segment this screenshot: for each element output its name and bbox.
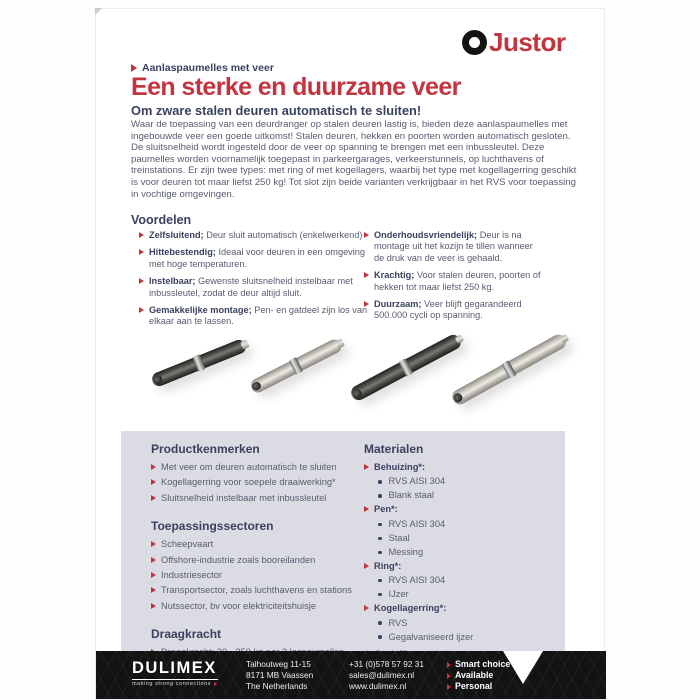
- arrow-bullet-icon: [139, 278, 144, 284]
- material-group-term: Kogellagerring*:: [374, 603, 447, 614]
- dot-bullet-icon: [378, 579, 382, 583]
- intro-paragraph: Waar de toepassing van een deurdranger op stalen deuren lastig is, bieden deze aanlaspaumelles met ingebouwde veer een goede uitkomst! Stalen deuren, hekken en poorten worden automatisch gesloten. De sluitsnelheid wordt ingesteld door de veer op spanning te brengen met een inbussleutel. Deze paumelles worden voornamelijk toegepast in parkeergarages, verkeerstunnels, op luchthavens of treinstations. Er zijn twee types: met ring of met kogellagers, waarbij het type met kogellagerring geschikt is voor deuren tot maar liefst 250 kg! Tot slot zijn beide varianten verkrijgbaar in het RVS voor toepassing in vochtige omgevingen.: [131, 119, 577, 200]
- category-label: Aanlaspaumelles met veer: [142, 62, 274, 74]
- dulimex-logo-text: DULIMEX: [132, 659, 217, 677]
- tagline-text: making strong connections: [132, 681, 212, 687]
- spec-panel-left-column: [151, 442, 363, 663]
- hinge-center-ring: [289, 357, 303, 375]
- hinge-end-cap: [152, 374, 164, 386]
- material-option: [378, 519, 559, 530]
- list-item-text: Voor stalen deuren, poorten of hekken tot maar liefst 250 kg.: [374, 270, 541, 292]
- arrow-bullet-icon: [364, 301, 369, 307]
- website-link[interactable]: www.dulimex.nl: [349, 681, 407, 691]
- list-item: [364, 230, 542, 264]
- material-group-term: Pen*:: [374, 504, 398, 515]
- material-group-label: [364, 504, 559, 515]
- hinge-end-cap: [351, 387, 363, 400]
- hinge-product-image-dark-large: [349, 332, 464, 403]
- material-group-term: Ring*:: [374, 560, 402, 571]
- list-item: [151, 555, 363, 566]
- voordelen-right-column: [364, 230, 542, 328]
- email-link[interactable]: sales@dulimex.nl: [349, 670, 415, 680]
- spec-panel-right-column: [364, 442, 559, 658]
- dot-bullet-icon: [378, 480, 382, 484]
- list-item: [139, 276, 376, 299]
- hinge-pin-tip: [454, 334, 464, 344]
- hinge-product-image-steel-small: [248, 337, 343, 395]
- phone-number[interactable]: +31 (0)578 57 92 31: [349, 659, 424, 669]
- hinge-pin-tip: [560, 334, 570, 344]
- list-item-text: Offshore-industrie zoals booreilanden: [161, 554, 316, 565]
- materialen-heading: Materialen: [364, 442, 424, 456]
- list-item-text: Deur sluit automatisch (enkelwerkend): [206, 230, 363, 240]
- list-item-term: Krachtig;: [374, 270, 415, 281]
- arrow-bullet-icon: [151, 541, 156, 547]
- address-line: 8171 MB Vaassen: [246, 670, 314, 680]
- dot-bullet-icon: [378, 635, 382, 639]
- list-item-text: Ideaal voor deuren in een omgeving met hoge temperaturen.: [149, 247, 366, 269]
- list-item-text: Nutssector, bv voor elektriciteitshuisje: [161, 600, 317, 611]
- spec-panel: [121, 431, 565, 652]
- arrow-bullet-icon: [151, 495, 156, 501]
- logo-underline: [132, 679, 218, 680]
- page-subtitle: Om zware stalen deuren automatisch te sluiten!: [131, 103, 422, 118]
- usp-text: Personal: [455, 681, 493, 691]
- hinge-end-cap: [452, 391, 465, 404]
- list-item: [151, 493, 363, 504]
- list-item: [364, 299, 542, 322]
- list-item-text: Met veer om deuren automatisch te sluiten: [161, 462, 337, 472]
- material-option-text: RVS AISI 304: [388, 575, 446, 586]
- arrow-bullet-icon: [131, 64, 137, 72]
- list-item: [139, 305, 376, 328]
- list-item-term: Zelfsluitend;: [149, 230, 204, 240]
- hinge-end-cap: [250, 380, 262, 392]
- justor-logo: [462, 27, 565, 58]
- material-option-text: Gegalvaniseerd ijzer: [388, 631, 474, 642]
- list-item: [364, 270, 542, 293]
- footer-white-triangle-decoration: [503, 651, 543, 684]
- flyer-page: [95, 8, 605, 700]
- dot-bullet-icon: [378, 537, 382, 541]
- material-group-label: [364, 603, 559, 614]
- list-item: [151, 570, 363, 581]
- arrow-bullet-icon: [364, 563, 369, 569]
- arrow-bullet-icon: [151, 479, 156, 485]
- arrow-bullet-icon: [447, 673, 451, 679]
- spacer: [151, 508, 363, 519]
- footer-contact: [349, 659, 424, 692]
- justor-logo-o-icon: [462, 30, 487, 55]
- arrow-bullet-icon: [151, 464, 156, 470]
- footer-usps: [447, 659, 510, 692]
- footer-address: [246, 659, 313, 692]
- arrow-bullet-icon: [151, 603, 156, 609]
- material-option-text: RVS AISI 304: [388, 476, 446, 487]
- arrow-bullet-icon: [214, 682, 217, 686]
- list-item-text: Deur is na montage uit het kozijn te tillen wanneer de druk van de veer is gehaald.: [374, 230, 533, 263]
- productkenmerken-heading: Productkenmerken: [151, 442, 260, 456]
- material-option: [378, 618, 559, 629]
- usp-text: Available: [455, 670, 494, 680]
- page-corner-decoration: [95, 8, 102, 15]
- arrow-bullet-icon: [364, 506, 369, 512]
- usp-item: [447, 681, 510, 692]
- material-option: [378, 632, 559, 643]
- hinge-pin-tip: [335, 339, 345, 349]
- address-line: The Netherlands: [246, 681, 308, 691]
- dot-bullet-icon: [378, 494, 382, 498]
- dot-bullet-icon: [378, 551, 382, 555]
- hinge-product-image-dark-small: [150, 338, 248, 388]
- voordelen-heading: Voordelen: [131, 213, 192, 227]
- arrow-bullet-icon: [364, 464, 369, 470]
- arrow-bullet-icon: [447, 684, 451, 690]
- voordelen-left-column: [139, 230, 376, 334]
- dot-bullet-icon: [378, 523, 382, 527]
- list-item-term: Duurzaam;: [374, 299, 422, 310]
- list-item-term: Gemakkelijke montage;: [149, 305, 252, 316]
- usp-text: Smart choice: [455, 659, 511, 669]
- arrow-bullet-icon: [151, 557, 156, 563]
- material-option-text: Messing: [388, 546, 424, 557]
- list-item-text: Sluitsnelheid instelbaar met inbussleutel: [161, 492, 327, 503]
- material-option-text: RVS AISI 304: [388, 518, 446, 529]
- arrow-bullet-icon: [364, 605, 369, 611]
- material-option-text: Staal: [388, 532, 410, 543]
- usp-item: [447, 670, 510, 681]
- dulimex-logo: [132, 659, 218, 687]
- dot-bullet-icon: [378, 621, 382, 625]
- list-item: [151, 601, 363, 612]
- footer-bar: [96, 651, 606, 699]
- dulimex-tagline: [132, 681, 218, 687]
- hinge-pin-tip: [240, 340, 249, 349]
- arrow-bullet-icon: [447, 662, 451, 668]
- material-option: [378, 589, 559, 600]
- material-group-term: Behuizing*:: [374, 462, 426, 472]
- list-item: [151, 462, 363, 473]
- list-item: [151, 477, 363, 488]
- hinge-center-ring: [192, 354, 205, 372]
- material-option: [378, 547, 559, 558]
- list-item-text: Scheepvaart: [161, 539, 214, 550]
- list-item-text: Veer blijft gegarandeerd 500.000 cycli op spanning.: [374, 299, 522, 321]
- material-group-label: [364, 561, 559, 572]
- arrow-bullet-icon: [139, 307, 144, 313]
- spacer: [151, 616, 363, 627]
- arrow-bullet-icon: [139, 249, 144, 255]
- address-line: Talhoutweg 11-15: [246, 659, 311, 669]
- material-option-text: RVS: [388, 617, 408, 628]
- material-option: [378, 575, 559, 586]
- list-item-text: Pen- en gatdeel zijn los van elkaar aan te lassen.: [149, 305, 368, 327]
- page-title: Een sterke en duurzame veer: [131, 73, 461, 101]
- draagkracht-heading: Draagkracht: [151, 627, 222, 642]
- arrow-bullet-icon: [151, 587, 156, 593]
- toepassingssectoren-heading: Toepassingssectoren: [151, 519, 274, 534]
- list-item-text: Industriesector: [161, 570, 222, 581]
- material-option: [378, 490, 559, 501]
- list-item: [139, 230, 376, 241]
- hinge-center-ring: [501, 360, 516, 379]
- list-item: [151, 585, 363, 596]
- hinge-product-image-steel-large: [449, 332, 568, 407]
- hinge-center-ring: [398, 358, 413, 377]
- arrow-bullet-icon: [151, 572, 156, 578]
- list-item-term: Hittebestendig;: [149, 247, 216, 258]
- list-item-text: Kogellagerring voor soepele draaiwerking*: [161, 477, 336, 488]
- material-option-text: IJzer: [388, 589, 409, 600]
- list-item-text: Transportsector, zoals luchthavens en stations: [161, 585, 352, 596]
- list-item-term: Onderhoudsvriendelijk;: [374, 230, 478, 240]
- material-group-label: [364, 462, 559, 473]
- material-option: [378, 476, 559, 487]
- material-option: [378, 533, 559, 544]
- list-item-term: Instelbaar;: [149, 276, 196, 287]
- material-option-text: Blank staal: [388, 490, 434, 501]
- arrow-bullet-icon: [364, 272, 369, 278]
- arrow-bullet-icon: [364, 232, 369, 238]
- arrow-bullet-icon: [139, 232, 144, 238]
- dot-bullet-icon: [378, 593, 382, 597]
- justor-logo-text: Justor: [489, 27, 566, 57]
- list-item: [139, 247, 376, 270]
- usp-item: [447, 659, 510, 670]
- list-item: [151, 539, 363, 550]
- list-item-text: Gewenste sluitsnelheid instelbaar met inbussleutel, zodat de deur altijd sluit.: [149, 276, 353, 298]
